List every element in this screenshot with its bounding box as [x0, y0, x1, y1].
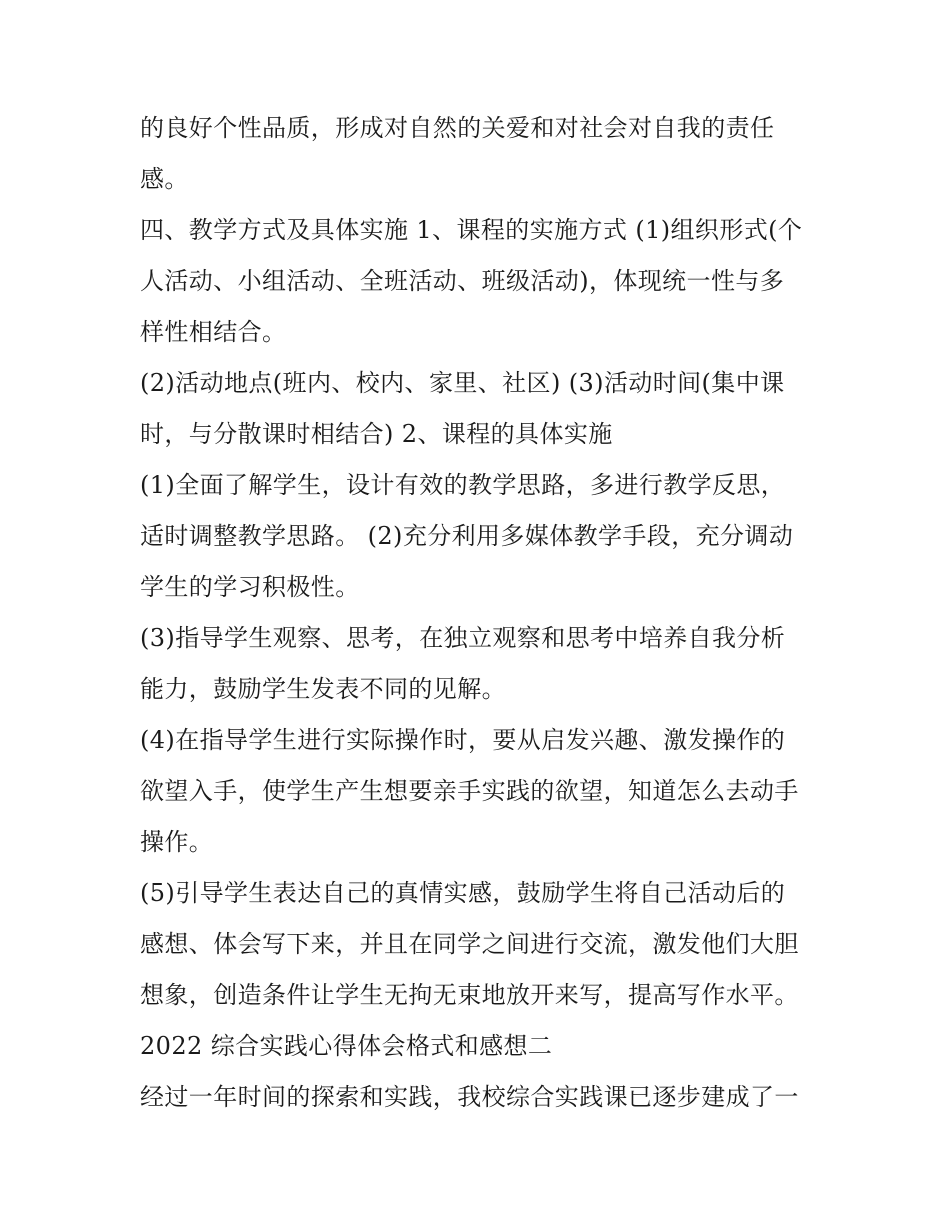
- document-text: [140, 103, 820, 1123]
- text-line-3: 四、教学方式及具体实施 1、课程的实施方式 (1)组织形式(个: [140, 216, 803, 244]
- text-line-12: 能力，鼓励学生发表不同的见解。: [140, 675, 506, 703]
- text-line-16: (5)引导学生表达自己的真情实感，鼓励学生将自己活动后的: [140, 879, 786, 907]
- text-line-1: 的良好个性品质，形成对自然的关爱和对社会对自我的责任: [140, 114, 775, 142]
- text-line-20: 经过一年时间的探索和实践，我校综合实践课已逐步建成了一: [140, 1083, 799, 1111]
- text-line-5: 样性相结合。: [140, 318, 287, 346]
- text-line-11: (3)指导学生观察、思考，在独立观察和思考中培养自我分析: [140, 624, 786, 652]
- text-line-17: 感想、体会写下来，并且在同学之间进行交流，激发他们大胆: [140, 930, 799, 958]
- text-line-18: 想象，创造条件让学生无拘无束地放开来写，提高写作水平。: [140, 981, 799, 1009]
- text-line-6: (2)活动地点(班内、校内、家里、社区) (3)活动时间(集中课: [140, 369, 785, 397]
- text-line-13: (4)在指导学生进行实际操作时，要从启发兴趣、激发操作的: [140, 726, 786, 754]
- text-line-9: 适时调整教学思路。 (2)充分利用多媒体教学手段，充分调动: [140, 522, 794, 550]
- text-line-4: 人活动、小组活动、全班活动、班级活动)，体现统一性与多: [140, 267, 785, 295]
- section-heading: 2022 综合实践心得体会格式和感想二: [140, 1032, 553, 1060]
- text-line-7: 时，与分散课时相结合) 2、课程的具体实施: [140, 420, 613, 448]
- text-line-15: 操作。: [140, 828, 214, 856]
- text-line-2: 感。: [140, 165, 189, 193]
- text-line-10: 学生的学习积极性。: [140, 573, 360, 601]
- text-line-14: 欲望入手，使学生产生想要亲手实践的欲望，知道怎么去动手: [140, 777, 799, 805]
- text-line-8: (1)全面了解学生，设计有效的教学思路，多进行教学反思，: [140, 471, 786, 499]
